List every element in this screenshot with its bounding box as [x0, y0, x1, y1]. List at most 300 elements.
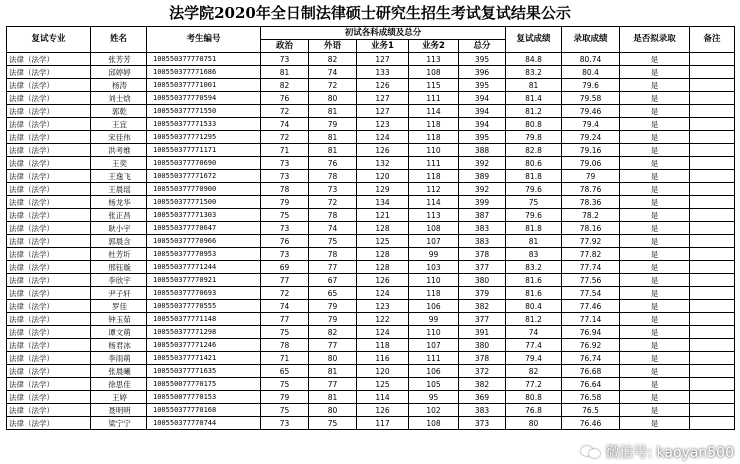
cell-course2: 118: [409, 118, 459, 131]
cell-course2: 113: [409, 209, 459, 222]
table-row: [7, 79, 735, 92]
cell-politics: 81: [261, 66, 309, 79]
cell-admitted: 是: [620, 404, 690, 417]
table-row: [7, 378, 735, 391]
cell-course2: 111: [409, 92, 459, 105]
cell-admission-score: 76.92: [562, 339, 620, 352]
cell-course2: 112: [409, 183, 459, 196]
cell-total: 372: [459, 365, 506, 378]
cell-notes: [690, 170, 735, 183]
cell-course2: 110: [409, 274, 459, 287]
cell-course1: 123: [357, 300, 409, 313]
cell-course2: 108: [409, 66, 459, 79]
cell-politics: 73: [261, 222, 309, 235]
cell-total: 394: [459, 118, 506, 131]
cell-major: 法律（法学）: [7, 287, 91, 300]
cell-exam-id: 100550377771298: [147, 326, 261, 339]
cell-course2: 108: [409, 417, 459, 430]
table-row: [7, 248, 735, 261]
cell-notes: [690, 248, 735, 261]
cell-course2: 114: [409, 196, 459, 209]
cell-politics: 72: [261, 105, 309, 118]
cell-exam-id: 100550377771148: [147, 313, 261, 326]
cell-major: 法律（法学）: [7, 417, 91, 430]
cell-english: 78: [309, 248, 357, 261]
cell-major: 法律（法学）: [7, 157, 91, 170]
table-row: [7, 339, 735, 352]
table-row: [7, 131, 735, 144]
col-header-politics: 政治: [261, 40, 309, 53]
cell-english: 77: [309, 261, 357, 274]
cell-english: 79: [309, 300, 357, 313]
cell-politics: 72: [261, 131, 309, 144]
cell-english: 79: [309, 118, 357, 131]
cell-total: 387: [459, 209, 506, 222]
cell-name: 王婷: [91, 391, 147, 404]
cell-admitted: 是: [620, 196, 690, 209]
cell-politics: 78: [261, 339, 309, 352]
cell-major: 法律（法学）: [7, 378, 91, 391]
cell-politics: 73: [261, 417, 309, 430]
cell-notes: [690, 131, 735, 144]
cell-notes: [690, 53, 735, 66]
cell-admission-score: 79.58: [562, 92, 620, 105]
cell-retest-score: 81: [506, 79, 562, 92]
cell-english: 78: [309, 170, 357, 183]
cell-name: 徐思佳: [91, 378, 147, 391]
cell-admission-score: 78.76: [562, 183, 620, 196]
cell-course1: 120: [357, 365, 409, 378]
cell-total: 382: [459, 300, 506, 313]
cell-notes: [690, 313, 735, 326]
cell-english: 78: [309, 209, 357, 222]
cell-course2: 103: [409, 261, 459, 274]
cell-exam-id: 100550377771686: [147, 66, 261, 79]
cell-course1: 125: [357, 235, 409, 248]
cell-notes: [690, 105, 735, 118]
cell-course1: 116: [357, 352, 409, 365]
cell-notes: [690, 92, 735, 105]
cell-total: 396: [459, 66, 506, 79]
cell-notes: [690, 339, 735, 352]
cell-exam-id: 100550377771303: [147, 209, 261, 222]
cell-retest-score: 83.2: [506, 261, 562, 274]
cell-total: 388: [459, 144, 506, 157]
cell-exam-id: 100550377770921: [147, 274, 261, 287]
cell-total: 383: [459, 235, 506, 248]
col-header-major: 复试专业: [7, 27, 91, 53]
cell-exam-id: 100550377771550: [147, 105, 261, 118]
cell-course2: 110: [409, 326, 459, 339]
cell-retest-score: 82.8: [506, 144, 562, 157]
table-row: [7, 144, 735, 157]
cell-course1: 127: [357, 53, 409, 66]
table-row: [7, 417, 735, 430]
table-row: [7, 66, 735, 79]
cell-politics: 82: [261, 79, 309, 92]
cell-notes: [690, 157, 735, 170]
cell-politics: 75: [261, 378, 309, 391]
cell-name: 郭乾: [91, 105, 147, 118]
cell-exam-id: 100550377771635: [147, 365, 261, 378]
cell-course2: 111: [409, 157, 459, 170]
cell-admission-score: 77.82: [562, 248, 620, 261]
cell-name: 邢钰璇: [91, 261, 147, 274]
cell-exam-id: 100550377770953: [147, 248, 261, 261]
cell-admitted: 是: [620, 183, 690, 196]
cell-retest-score: 80.6: [506, 157, 562, 170]
cell-exam-id: 100550377770647: [147, 222, 261, 235]
cell-notes: [690, 326, 735, 339]
col-header-retest-score: 复试成绩: [506, 27, 562, 53]
cell-exam-id: 100550377770966: [147, 235, 261, 248]
cell-major: 法律（法学）: [7, 66, 91, 79]
cell-name: 罗佳: [91, 300, 147, 313]
cell-course1: 121: [357, 209, 409, 222]
cell-politics: 65: [261, 365, 309, 378]
cell-major: 法律（法学）: [7, 196, 91, 209]
cell-course2: 111: [409, 352, 459, 365]
cell-name: 尹子轩: [91, 287, 147, 300]
cell-name: 谭文萌: [91, 326, 147, 339]
col-header-notes: 备注: [690, 27, 735, 53]
cell-total: 395: [459, 53, 506, 66]
col-header-initial-scores: 初试各科成绩及总分: [261, 27, 506, 40]
cell-course2: 99: [409, 313, 459, 326]
cell-english: 81: [309, 365, 357, 378]
cell-admission-score: 77.56: [562, 274, 620, 287]
cell-course2: 118: [409, 131, 459, 144]
cell-admission-score: 79: [562, 170, 620, 183]
cell-retest-score: 80: [506, 417, 562, 430]
cell-course2: 115: [409, 79, 459, 92]
cell-admission-score: 77.74: [562, 261, 620, 274]
table-row: [7, 105, 735, 118]
cell-english: 77: [309, 378, 357, 391]
cell-admission-score: 79.46: [562, 105, 620, 118]
cell-admitted: 是: [620, 313, 690, 326]
cell-admission-score: 77.46: [562, 300, 620, 313]
col-header-total: 总分: [459, 40, 506, 53]
cell-course1: 127: [357, 92, 409, 105]
col-header-course2: 业务2: [409, 40, 459, 53]
cell-retest-score: 81.4: [506, 92, 562, 105]
cell-exam-id: 100550377771246: [147, 339, 261, 352]
cell-total: 392: [459, 157, 506, 170]
cell-name: 李欣宇: [91, 274, 147, 287]
cell-notes: [690, 118, 735, 131]
cell-admitted: 是: [620, 170, 690, 183]
cell-major: 法律（法学）: [7, 235, 91, 248]
cell-notes: [690, 391, 735, 404]
cell-name: 杨君冰: [91, 339, 147, 352]
cell-english: 74: [309, 66, 357, 79]
cell-name: 宋佳伟: [91, 131, 147, 144]
cell-english: 81: [309, 391, 357, 404]
cell-total: 392: [459, 183, 506, 196]
cell-english: 82: [309, 53, 357, 66]
cell-total: 391: [459, 326, 506, 339]
cell-politics: 74: [261, 300, 309, 313]
cell-retest-score: 81.8: [506, 222, 562, 235]
cell-notes: [690, 287, 735, 300]
cell-major: 法律（法学）: [7, 339, 91, 352]
cell-exam-id: 100550377771500: [147, 196, 261, 209]
cell-admission-score: 79.24: [562, 131, 620, 144]
cell-course2: 118: [409, 287, 459, 300]
cell-major: 法律（法学）: [7, 105, 91, 118]
cell-english: 65: [309, 287, 357, 300]
cell-total: 380: [459, 339, 506, 352]
cell-major: 法律（法学）: [7, 300, 91, 313]
cell-admission-score: 76.46: [562, 417, 620, 430]
watermark-text: 微信号: kaoyan500: [605, 445, 734, 461]
cell-exam-id: 100550377771533: [147, 118, 261, 131]
cell-politics: 73: [261, 53, 309, 66]
cell-english: 74: [309, 222, 357, 235]
table-row: [7, 235, 735, 248]
cell-admission-score: 78.2: [562, 209, 620, 222]
cell-total: 395: [459, 79, 506, 92]
cell-english: 75: [309, 417, 357, 430]
cell-admission-score: 76.64: [562, 378, 620, 391]
cell-exam-id: 100550377771171: [147, 144, 261, 157]
cell-admission-score: 76.58: [562, 391, 620, 404]
cell-course1: 127: [357, 105, 409, 118]
cell-admitted: 是: [620, 157, 690, 170]
cell-total: 378: [459, 248, 506, 261]
cell-major: 法律（法学）: [7, 274, 91, 287]
cell-admitted: 是: [620, 105, 690, 118]
cell-admitted: 是: [620, 209, 690, 222]
cell-major: 法律（法学）: [7, 313, 91, 326]
cell-admitted: 是: [620, 79, 690, 92]
cell-retest-score: 84.8: [506, 53, 562, 66]
cell-admitted: 是: [620, 144, 690, 157]
cell-notes: [690, 79, 735, 92]
table-row: [7, 118, 735, 131]
cell-admitted: 是: [620, 274, 690, 287]
cell-admission-score: 76.94: [562, 326, 620, 339]
cell-major: 法律（法学）: [7, 352, 91, 365]
col-header-name: 姓名: [91, 27, 147, 53]
cell-notes: [690, 183, 735, 196]
cell-course2: 106: [409, 365, 459, 378]
cell-total: 377: [459, 261, 506, 274]
cell-english: 82: [309, 326, 357, 339]
cell-politics: 72: [261, 287, 309, 300]
cell-total: 395: [459, 131, 506, 144]
cell-admitted: 是: [620, 131, 690, 144]
cell-politics: 76: [261, 92, 309, 105]
cell-course1: 128: [357, 248, 409, 261]
cell-admitted: 是: [620, 261, 690, 274]
cell-retest-score: 80.8: [506, 391, 562, 404]
cell-politics: 69: [261, 261, 309, 274]
cell-course1: 125: [357, 378, 409, 391]
cell-exam-id: 100550377770744: [147, 417, 261, 430]
cell-course1: 132: [357, 157, 409, 170]
cell-major: 法律（法学）: [7, 391, 91, 404]
watermark: [581, 442, 734, 462]
cell-name: 郭晨含: [91, 235, 147, 248]
cell-course2: 110: [409, 144, 459, 157]
cell-politics: 71: [261, 144, 309, 157]
cell-admitted: 是: [620, 92, 690, 105]
cell-total: 373: [459, 417, 506, 430]
table-row: [7, 183, 735, 196]
table-row: [7, 53, 735, 66]
cell-exam-id: 100550377770693: [147, 287, 261, 300]
cell-exam-id: 100550377770555: [147, 300, 261, 313]
cell-admitted: 是: [620, 66, 690, 79]
cell-exam-id: 100550077770175: [147, 378, 261, 391]
cell-name: 王逸飞: [91, 170, 147, 183]
cell-retest-score: 79.8: [506, 131, 562, 144]
cell-admission-score: 78.36: [562, 196, 620, 209]
cell-course2: 95: [409, 391, 459, 404]
cell-retest-score: 81: [506, 235, 562, 248]
cell-retest-score: 80.8: [506, 118, 562, 131]
cell-course1: 133: [357, 66, 409, 79]
cell-course1: 117: [357, 417, 409, 430]
cell-retest-score: 79.4: [506, 352, 562, 365]
table-row: [7, 313, 735, 326]
cell-retest-score: 83: [506, 248, 562, 261]
cell-notes: [690, 261, 735, 274]
cell-retest-score: 79.6: [506, 209, 562, 222]
cell-english: 80: [309, 92, 357, 105]
table-row: [7, 365, 735, 378]
cell-notes: [690, 378, 735, 391]
table-row: [7, 274, 735, 287]
cell-total: 369: [459, 391, 506, 404]
cell-course1: 126: [357, 144, 409, 157]
cell-admission-score: 78.16: [562, 222, 620, 235]
cell-politics: 73: [261, 248, 309, 261]
table-row: [7, 157, 735, 170]
cell-politics: 79: [261, 391, 309, 404]
cell-retest-score: 76.8: [506, 404, 562, 417]
cell-admission-score: 76.74: [562, 352, 620, 365]
cell-politics: 76: [261, 235, 309, 248]
table-row: [7, 170, 735, 183]
cell-total: 378: [459, 352, 506, 365]
cell-major: 法律（法学）: [7, 53, 91, 66]
results-table: [6, 26, 735, 430]
cell-politics: 77: [261, 313, 309, 326]
cell-admission-score: 76.5: [562, 404, 620, 417]
cell-major: 法律（法学）: [7, 183, 91, 196]
cell-total: 394: [459, 92, 506, 105]
cell-politics: 79: [261, 196, 309, 209]
cell-name: 杨涛: [91, 79, 147, 92]
cell-major: 法律（法学）: [7, 222, 91, 235]
cell-name: 李雨萌: [91, 352, 147, 365]
cell-course1: 120: [357, 170, 409, 183]
cell-name: 张芳芳: [91, 53, 147, 66]
cell-admission-score: 79.6: [562, 79, 620, 92]
cell-english: 80: [309, 352, 357, 365]
cell-admitted: 是: [620, 222, 690, 235]
cell-english: 67: [309, 274, 357, 287]
cell-total: 383: [459, 404, 506, 417]
cell-course1: 124: [357, 287, 409, 300]
cell-english: 75: [309, 235, 357, 248]
table-row: [7, 300, 735, 313]
table-row: [7, 92, 735, 105]
cell-politics: 75: [261, 209, 309, 222]
cell-english: 77: [309, 339, 357, 352]
cell-admission-score: 77.14: [562, 313, 620, 326]
cell-english: 81: [309, 131, 357, 144]
cell-course2: 108: [409, 222, 459, 235]
table-row: [7, 391, 735, 404]
cell-admitted: 是: [620, 235, 690, 248]
cell-exam-id: 100550377771295: [147, 131, 261, 144]
cell-retest-score: 82: [506, 365, 562, 378]
cell-admitted: 是: [620, 378, 690, 391]
cell-politics: 75: [261, 326, 309, 339]
cell-exam-id: 100550377770751: [147, 53, 261, 66]
cell-major: 法律（法学）: [7, 144, 91, 157]
cell-course2: 118: [409, 170, 459, 183]
cell-course1: 124: [357, 131, 409, 144]
cell-course2: 113: [409, 53, 459, 66]
cell-major: 法律（法学）: [7, 170, 91, 183]
cell-total: 389: [459, 170, 506, 183]
table-row: [7, 196, 735, 209]
cell-total: 382: [459, 378, 506, 391]
cell-admitted: 是: [620, 53, 690, 66]
cell-notes: [690, 66, 735, 79]
cell-course2: 106: [409, 300, 459, 313]
cell-course1: 114: [357, 391, 409, 404]
cell-name: 张正昌: [91, 209, 147, 222]
cell-admitted: 是: [620, 365, 690, 378]
cell-total: 394: [459, 105, 506, 118]
cell-admitted: 是: [620, 326, 690, 339]
cell-admission-score: 77.92: [562, 235, 620, 248]
cell-english: 81: [309, 144, 357, 157]
cell-exam-id: 100550377770690: [147, 157, 261, 170]
cell-notes: [690, 300, 735, 313]
cell-major: 法律（法学）: [7, 209, 91, 222]
cell-admission-score: 79.4: [562, 118, 620, 131]
cell-major: 法律（法学）: [7, 261, 91, 274]
cell-english: 79: [309, 313, 357, 326]
cell-course2: 114: [409, 105, 459, 118]
cell-major: 法律（法学）: [7, 248, 91, 261]
cell-exam-id: 100550377771001: [147, 79, 261, 92]
table-row: [7, 261, 735, 274]
cell-exam-id: 100550077770153: [147, 391, 261, 404]
cell-course1: 126: [357, 79, 409, 92]
cell-course2: 99: [409, 248, 459, 261]
cell-retest-score: 81.6: [506, 274, 562, 287]
cell-english: 81: [309, 105, 357, 118]
cell-name: 王晨瑶: [91, 183, 147, 196]
header-row: [7, 27, 735, 40]
cell-politics: 74: [261, 118, 309, 131]
results-body: [7, 53, 735, 430]
cell-politics: 75: [261, 404, 309, 417]
cell-course1: 118: [357, 339, 409, 352]
table-row: [7, 222, 735, 235]
cell-notes: [690, 222, 735, 235]
cell-notes: [690, 196, 735, 209]
cell-name: 聂明明: [91, 404, 147, 417]
